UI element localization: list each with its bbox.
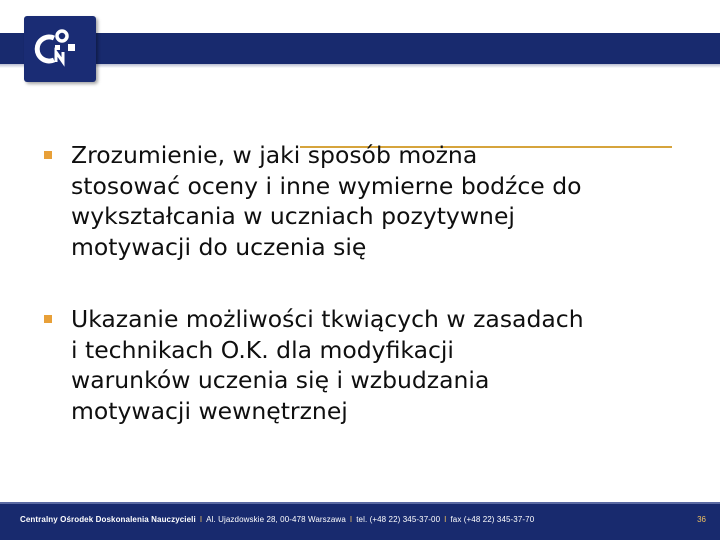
bullet-text-2: Ukazanie możliwości tkwiących w zasadach i technikach O.K. dla modyfikacji warunków uczenia się i wzbudzania motywacji wewnętrznej [71, 305, 584, 425]
header-band [0, 33, 720, 66]
codn-logo-icon [24, 16, 96, 82]
footer-info [20, 515, 534, 524]
header-band-shadow [0, 64, 720, 68]
footer-separator: I [444, 515, 447, 524]
footer-institution: Centralny Ośrodek Doskonalenia Nauczycieli [20, 515, 196, 524]
footer-separator: I [199, 515, 203, 524]
footer-phone: tel. (+48 22) 345-37-00 [356, 515, 441, 524]
footer-address: Al. Ujazdowskie 28, 00-478 Warszawa [206, 515, 346, 524]
page-number: 36 [697, 515, 706, 524]
bullet-square-icon [44, 315, 52, 323]
bullet-square-icon [44, 151, 52, 159]
bullet-item-1 [44, 140, 694, 262]
footer-separator: I [349, 515, 353, 524]
footer-fax: fax (+48 22) 345-37-70 [450, 515, 535, 524]
bullet-text-1: Zrozumienie, w jaki sposób można stosować oceny i inne wymierne bodźce do wykształcania w uczniach pozytywnej motywacji do uczenia się [71, 141, 582, 261]
bullet-item-2 [44, 304, 694, 426]
